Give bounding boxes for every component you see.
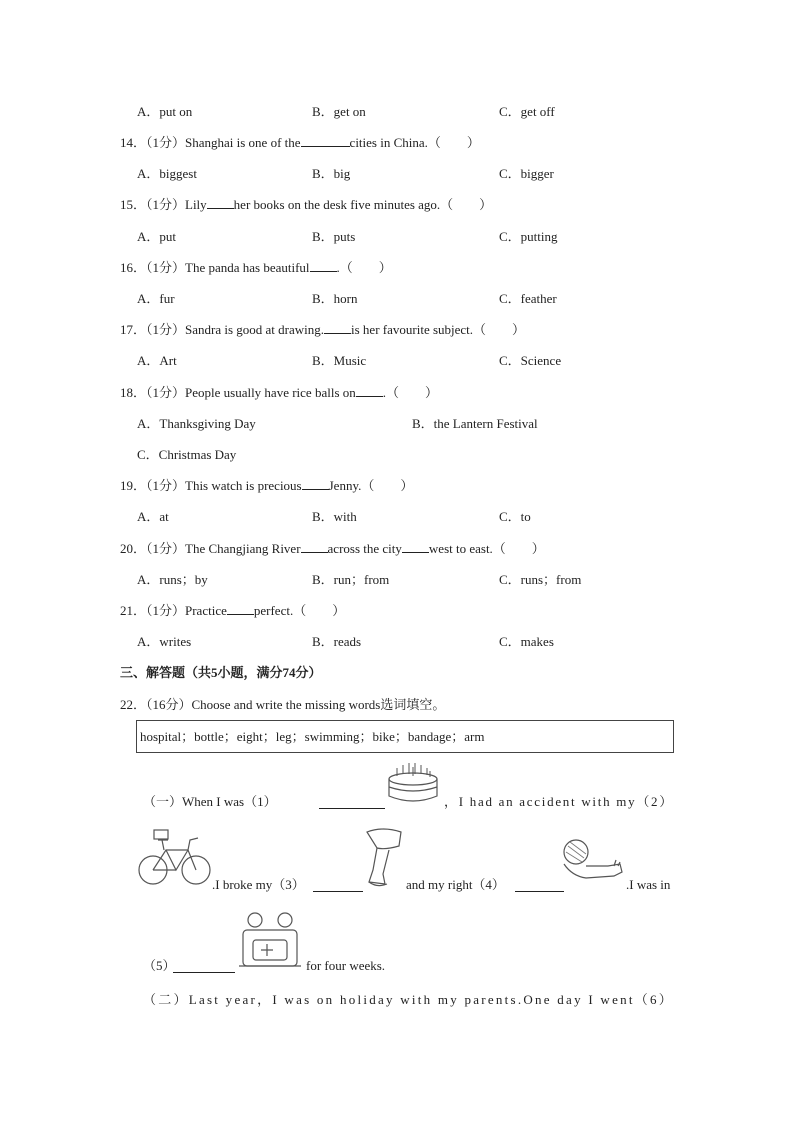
arm-picture	[562, 836, 626, 892]
passage-text: ，I had an accident with my（2）	[444, 794, 674, 809]
q18-option-b: B．the Lantern Festival	[412, 416, 538, 431]
q19-option-b: B．with	[312, 509, 357, 524]
question-text: 15．（1分）Lily	[120, 197, 207, 212]
q17-option-b: B．Music	[312, 353, 367, 368]
question-text: 17．（1分）Sandra is good at drawing.	[120, 322, 325, 337]
answer-blank-4	[515, 880, 564, 892]
passage-text: .I broke my（3）	[212, 877, 305, 892]
q16-option-a: A．fur	[137, 291, 175, 306]
passage-text: for four weeks.	[306, 958, 386, 973]
answer-blank-3	[313, 880, 363, 892]
question-text: 20．（1分）The Changjiang River	[120, 541, 301, 556]
passage-text: （二）Last year，I was on holiday with my parents.One day I went（6）	[143, 992, 674, 1007]
q14-option-a: A．biggest	[137, 166, 197, 181]
q15-option-b: B．puts	[312, 229, 356, 244]
q21-option-c: C．makes	[499, 634, 554, 649]
q20-option-b: B．run；from	[312, 572, 390, 587]
question-text: 16．（1分）The panda has beautiful	[120, 260, 310, 275]
q14-option-b: B．big	[312, 166, 351, 181]
q15-option-c: C．putting	[499, 229, 558, 244]
question-text: 14．（1分）Shanghai is one of the	[120, 135, 301, 150]
question-text: perfect.（ ）	[253, 603, 346, 618]
question-15	[120, 197, 492, 213]
question-20	[120, 541, 545, 557]
q18-option-a: A．Thanksgiving Day	[137, 416, 256, 431]
answer-blank	[324, 322, 351, 334]
question-14	[120, 135, 480, 151]
answer-blank	[402, 541, 429, 553]
passage-text: （一）When I was（1）	[143, 794, 277, 809]
q21-option-b: B．reads	[312, 634, 362, 649]
question-17	[120, 322, 525, 338]
question-text: cities in China.（ ）	[349, 135, 480, 150]
question-18	[120, 385, 438, 401]
passage-1-line-3a	[143, 958, 176, 974]
passage-2-line-1	[143, 992, 674, 1008]
question-19	[120, 478, 413, 494]
passage-text: .I was in	[626, 877, 671, 892]
passage-1-line-2c	[626, 877, 670, 893]
q16-option-c: C．feather	[499, 291, 557, 306]
question-22-title: 22．（16分）Choose and write the missing words选词填空。	[120, 697, 446, 712]
q16-option-b: B．horn	[312, 291, 358, 306]
answer-blank	[302, 478, 329, 490]
q13-option-b: B．get on	[312, 104, 366, 119]
question-text: her books on the desk five minutes ago.（ ）	[233, 197, 493, 212]
q15-option-a: A．put	[137, 229, 177, 244]
bike-picture	[136, 826, 214, 888]
q19-option-a: A．at	[137, 509, 169, 524]
question-text: west to east.（ ）	[428, 541, 545, 556]
q21-option-a: A．writes	[137, 634, 192, 649]
birthday-cake-picture	[385, 760, 441, 806]
question-16	[120, 260, 392, 276]
answer-blank	[310, 260, 337, 272]
answer-blank	[301, 541, 328, 553]
passage-1-line-2b	[406, 877, 505, 893]
q19-option-c: C．to	[499, 509, 531, 524]
passage-text: （5）	[143, 958, 176, 973]
word-bank-text: hospital；bottle；eight；leg；swimming；bike；bandage；arm	[140, 729, 485, 744]
q18-option-c: C．Christmas Day	[137, 447, 237, 462]
question-text: .（ ）	[382, 385, 439, 400]
q13-option-a: A．put on	[137, 104, 193, 119]
passage-1-line-1-end	[444, 794, 674, 810]
word-bank-box	[136, 720, 674, 753]
question-text: 19．（1分）This watch is precious	[120, 478, 302, 493]
hospital-picture	[235, 910, 305, 972]
question-text: 21．（1分）Practice	[120, 603, 227, 618]
q14-option-c: C．bigger	[499, 166, 554, 181]
q20-option-c: C．runs；from	[499, 572, 582, 587]
question-text: is her favourite subject.（ ）	[351, 322, 526, 337]
question-text: across the city	[327, 541, 402, 556]
answer-blank-1	[319, 797, 385, 809]
answer-blank-5	[173, 961, 235, 973]
leg-picture	[363, 826, 405, 890]
question-text: 18．（1分）People usually have rice balls on	[120, 385, 356, 400]
passage-text: and my right（4）	[406, 877, 505, 892]
section-3-title: 三、解答题（共5小题，满分74分）	[120, 665, 322, 680]
answer-blank	[207, 197, 234, 209]
answer-blank	[227, 603, 254, 615]
answer-blank	[356, 385, 383, 397]
answer-blank	[301, 135, 350, 147]
passage-1-line-2a	[212, 877, 305, 893]
q17-option-a: A．Art	[137, 353, 177, 368]
q17-option-c: C．Science	[499, 353, 562, 368]
question-21	[120, 603, 345, 619]
q20-option-a: A．runs；by	[137, 572, 208, 587]
question-text: .（ ）	[336, 260, 392, 275]
question-text: Jenny.（ ）	[328, 478, 414, 493]
passage-1-line-3b	[306, 958, 385, 974]
passage-1-line-1	[143, 794, 277, 810]
q13-option-c: C．get off	[499, 104, 555, 119]
